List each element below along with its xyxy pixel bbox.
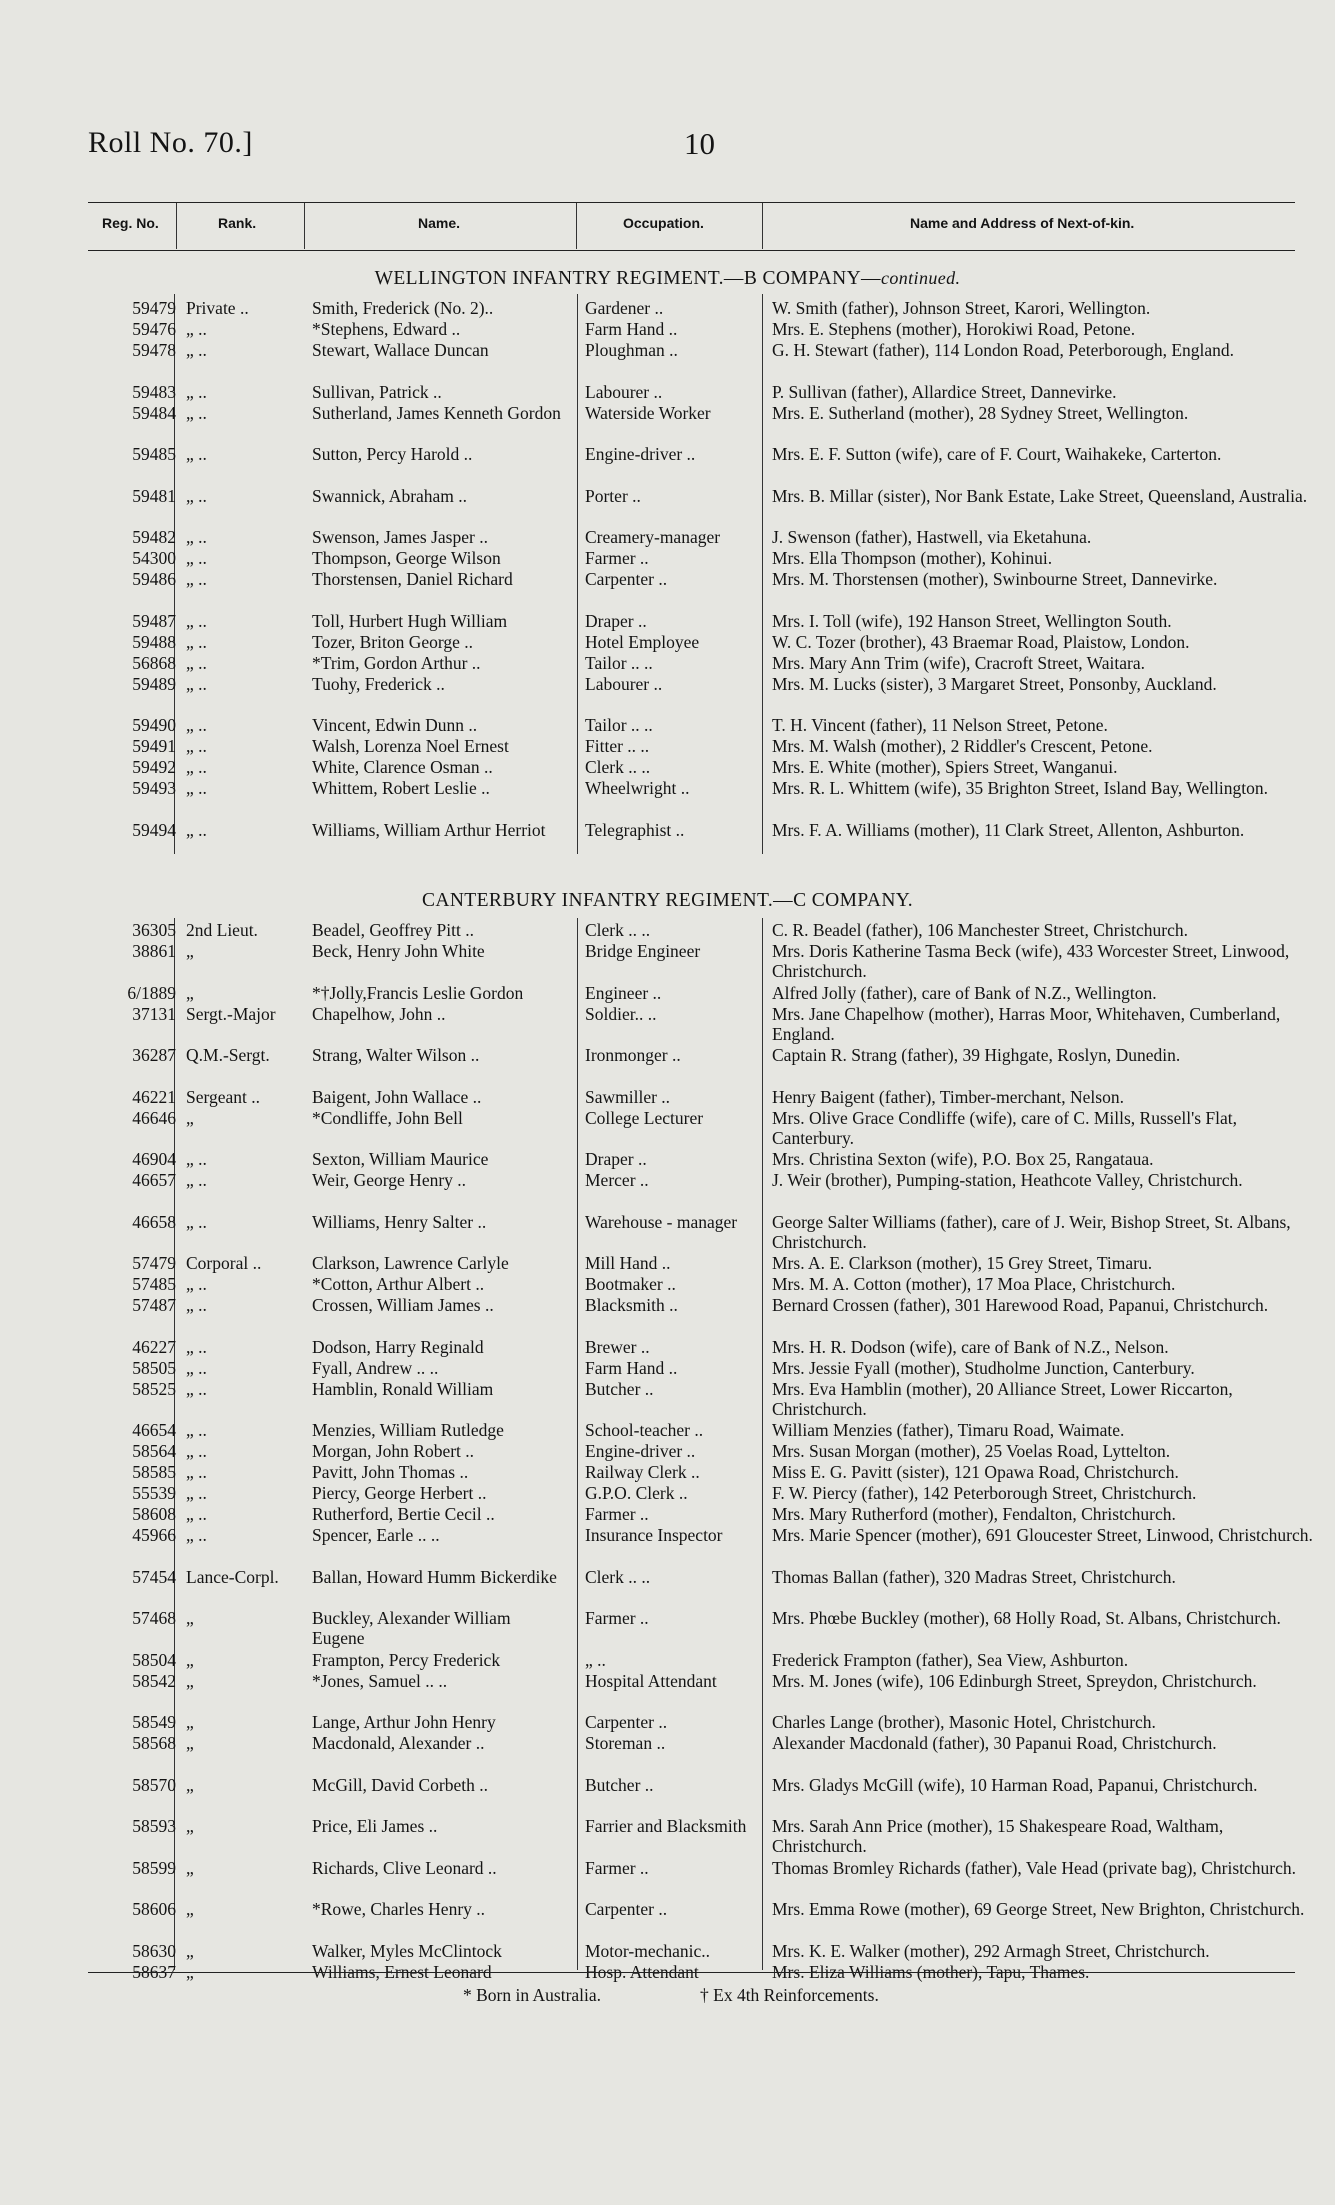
- soldier-name: Dodson, Harry Reginald: [312, 1336, 484, 1357]
- header-bottom-rule: [88, 250, 1295, 251]
- occupation: Hosp. Attendant: [585, 1961, 699, 1982]
- rank: 2nd Lieut.: [186, 920, 258, 940]
- occupation: Sawmiller ..: [585, 1086, 671, 1107]
- reg-number: 46904: [132, 1149, 176, 1169]
- soldier-name: Lange, Arthur John Henry: [312, 1712, 496, 1732]
- occupation: Engineer ..: [585, 982, 662, 1003]
- rank: „ ..: [186, 319, 207, 339]
- soldier-name: Walker, Myles McClintock: [312, 1940, 502, 1961]
- rank: „ ..: [186, 1525, 207, 1545]
- col-reg: Reg. No.: [102, 215, 159, 231]
- soldier-name: Stewart, Wallace Duncan: [312, 340, 489, 360]
- reg-number: 58542: [132, 1670, 176, 1691]
- next-of-kin: Mrs. K. E. Walker (mother), 292 Armagh Street, Christchurch.: [772, 1940, 1210, 1961]
- occupation: Butcher ..: [585, 1378, 654, 1399]
- next-of-kin: Captain R. Strang (father), 39 Highgate, Roslyn, Dunedin.: [772, 1045, 1181, 1065]
- occupation: Engine-driver ..: [585, 444, 696, 464]
- rank: „: [186, 941, 194, 961]
- occupation: Clerk .. ..: [585, 757, 651, 777]
- rank: Q.M.-Sergt.: [186, 1045, 270, 1065]
- soldier-name: Piercy, George Herbert ..: [312, 1483, 487, 1503]
- next-of-kin: Mrs. Eva Hamblin (mother), 20 Alliance Street, Lower Riccarton, Christchurch.: [772, 1378, 1233, 1419]
- next-of-kin: Mrs. M. Lucks (sister), 3 Margaret Street, Ponsonby, Auckland.: [772, 673, 1217, 694]
- soldier-name: Rutherford, Bertie Cecil ..: [312, 1504, 495, 1524]
- reg-number: 55539: [132, 1483, 176, 1503]
- soldier-name: Thompson, George Wilson: [312, 548, 501, 568]
- next-of-kin: Mrs. Jessie Fyall (mother), Studholme Junction, Canterbury.: [772, 1357, 1195, 1378]
- col-divider: [762, 918, 763, 1970]
- reg-number: 59494: [132, 819, 176, 840]
- soldier-name: McGill, David Corbeth ..: [312, 1774, 488, 1795]
- rank: „ ..: [186, 548, 207, 568]
- soldier-name: Tuohy, Frederick ..: [312, 673, 445, 694]
- next-of-kin: Thomas Ballan (father), 320 Madras Street, Christchurch.: [772, 1566, 1176, 1587]
- reg-number: 37131: [132, 1003, 176, 1024]
- soldier-name: Beadel, Geoffrey Pitt ..: [312, 920, 474, 940]
- reg-number: 59476: [132, 319, 176, 339]
- rank: „ ..: [186, 1504, 207, 1524]
- reg-number: 58525: [132, 1378, 176, 1399]
- reg-number: 46221: [132, 1086, 176, 1107]
- rank: „ ..: [186, 1441, 207, 1461]
- occupation: Warehouse - manager: [585, 1211, 738, 1232]
- reg-number: 59491: [132, 736, 176, 756]
- occupation: Tailor .. ..: [585, 715, 653, 735]
- rank: „ ..: [186, 778, 207, 798]
- reg-number: 59479: [132, 298, 176, 318]
- soldier-name: Sutherland, James Kenneth Gordon: [312, 402, 561, 423]
- next-of-kin: Mrs. E. Stephens (mother), Horokiwi Road, Petone.: [772, 319, 1136, 339]
- reg-number: 59485: [132, 444, 176, 464]
- next-of-kin: Henry Baigent (father), Timber-merchant, Nelson.: [772, 1086, 1124, 1107]
- next-of-kin: George Salter Williams (father), care of J. Weir, Bishop Street, St. Albans, Christchurch.: [772, 1211, 1291, 1252]
- next-of-kin: Mrs. Christina Sexton (wife), P.O. Box 25, Rangataua.: [772, 1149, 1154, 1169]
- soldier-name: Tozer, Briton George ..: [312, 631, 474, 652]
- soldier-name: Morgan, John Robert ..: [312, 1441, 475, 1461]
- occupation: Carpenter ..: [585, 569, 668, 589]
- rank: „: [186, 1816, 194, 1836]
- next-of-kin: Mrs. M. Walsh (mother), 2 Riddler's Crescent, Petone.: [772, 736, 1153, 756]
- rank: „: [186, 1107, 194, 1128]
- col-divider: [762, 203, 763, 249]
- occupation: Insurance Inspector: [585, 1525, 723, 1545]
- soldier-name: Toll, Hurbert Hugh William: [312, 610, 508, 631]
- column-headers: [88, 203, 1295, 249]
- col-divider: [304, 203, 305, 249]
- next-of-kin: Mrs. I. Toll (wife), 192 Hanson Street, Wellington South.: [772, 610, 1172, 631]
- next-of-kin: Mrs. E. White (mother), Spiers Street, Wanganui.: [772, 757, 1118, 777]
- occupation: Railway Clerk ..: [585, 1462, 700, 1482]
- reg-number: 58504: [132, 1649, 176, 1670]
- rank: „ ..: [186, 652, 207, 673]
- reg-number: 46658: [132, 1211, 176, 1232]
- col-divider: [176, 203, 177, 249]
- occupation: Labourer ..: [585, 381, 663, 402]
- occupation: Farrier and Blacksmith: [585, 1816, 747, 1836]
- next-of-kin: Mrs. E. Sutherland (mother), 28 Sydney Street, Wellington.: [772, 402, 1189, 423]
- footnote-reinforcements: † Ex 4th Reinforcements.: [700, 1985, 879, 2005]
- occupation: Blacksmith ..: [585, 1295, 678, 1315]
- reg-number: 57454: [132, 1566, 176, 1587]
- next-of-kin: P. Sullivan (father), Allardice Street, Dannevirke.: [772, 381, 1117, 402]
- reg-number: 58568: [132, 1733, 176, 1753]
- next-of-kin: Alexander Macdonald (father), 30 Papanui Road, Christchurch.: [772, 1733, 1217, 1753]
- reg-number: 58630: [132, 1940, 176, 1961]
- soldier-name: Fyall, Andrew .. ..: [312, 1357, 439, 1378]
- occupation: Hotel Employee: [585, 631, 700, 652]
- rank: „: [186, 1608, 194, 1628]
- page-number: 10: [684, 126, 715, 161]
- col-rank: Rank.: [218, 215, 257, 231]
- roll-number: Roll No. 70.]: [88, 126, 253, 159]
- soldier-name: Williams, William Arthur Herriot: [312, 819, 546, 840]
- reg-number: 45966: [132, 1525, 176, 1545]
- soldier-name: Strang, Walter Wilson ..: [312, 1045, 480, 1065]
- rank: „ ..: [186, 1357, 207, 1378]
- next-of-kin: G. H. Stewart (father), 114 London Road, Peterborough, England.: [772, 340, 1235, 360]
- footnote-born-australia: * Born in Australia.: [463, 1985, 602, 2005]
- occupation: Tailor .. ..: [585, 652, 653, 673]
- next-of-kin: Mrs. M. Jones (wife), 106 Edinburgh Street, Spreydon, Christchurch.: [772, 1670, 1257, 1691]
- reg-number: 58606: [132, 1899, 176, 1919]
- occupation: Clerk .. ..: [585, 920, 651, 940]
- occupation: Carpenter ..: [585, 1899, 668, 1919]
- reg-number: 58585: [132, 1462, 176, 1482]
- rank: „ ..: [186, 757, 207, 777]
- col-divider: [577, 918, 578, 1970]
- rank: „ ..: [186, 1295, 207, 1315]
- rank: „ ..: [186, 1483, 207, 1503]
- rank: „: [186, 1649, 194, 1670]
- next-of-kin: Mrs. F. A. Williams (mother), 11 Clark Street, Allenton, Ashburton.: [772, 819, 1245, 840]
- soldier-name: *†Jolly,Francis Leslie Gordon: [312, 982, 524, 1003]
- occupation: Clerk .. ..: [585, 1566, 651, 1587]
- rank: „ ..: [186, 444, 207, 464]
- occupation: Engine-driver ..: [585, 1441, 696, 1461]
- soldier-name: Beck, Henry John White: [312, 941, 485, 961]
- occupation: Butcher ..: [585, 1774, 654, 1795]
- rank: „ ..: [186, 736, 207, 756]
- rank: „ ..: [186, 1462, 207, 1482]
- next-of-kin: Mrs. M. A. Cotton (mother), 17 Moa Place, Christchurch.: [772, 1274, 1176, 1294]
- soldier-name: Macdonald, Alexander ..: [312, 1733, 485, 1753]
- col-divider: [577, 294, 578, 854]
- rank: „: [186, 1774, 194, 1795]
- reg-number: 57468: [132, 1608, 176, 1628]
- rank: „ ..: [186, 381, 207, 402]
- next-of-kin: Mrs. Gladys McGill (wife), 10 Harman Road, Papanui, Christchurch.: [772, 1774, 1258, 1795]
- occupation: Wheelwright ..: [585, 778, 690, 798]
- next-of-kin: Mrs. Mary Rutherford (mother), Fendalton, Christchurch.: [772, 1504, 1176, 1524]
- rank: Corporal ..: [186, 1253, 262, 1273]
- occupation: G.P.O. Clerk ..: [585, 1483, 688, 1503]
- next-of-kin: Mrs. Susan Morgan (mother), 25 Voelas Road, Lyttelton.: [772, 1441, 1171, 1461]
- occupation: Carpenter ..: [585, 1712, 668, 1732]
- soldier-name: *Rowe, Charles Henry ..: [312, 1899, 486, 1919]
- next-of-kin: Charles Lange (brother), Masonic Hotel, Christchurch.: [772, 1712, 1156, 1732]
- rank: „: [186, 1899, 194, 1919]
- reg-number: 59486: [132, 569, 176, 589]
- reg-number: 57485: [132, 1274, 176, 1294]
- occupation: Mercer ..: [585, 1170, 649, 1190]
- soldier-name: Sutton, Percy Harold ..: [312, 444, 473, 464]
- next-of-kin: Mrs. M. Thorstensen (mother), Swinbourne Street, Dannevirke.: [772, 569, 1218, 589]
- reg-number: 59489: [132, 673, 176, 694]
- occupation: Porter ..: [585, 485, 641, 506]
- soldier-name: Crossen, William James ..: [312, 1295, 494, 1315]
- rank: „: [186, 1961, 194, 1982]
- soldier-name: *Trim, Gordon Arthur ..: [312, 652, 481, 673]
- next-of-kin: Mrs. Sarah Ann Price (mother), 15 Shakespeare Road, Waltham, Christchurch.: [772, 1816, 1224, 1856]
- col-name: Name.: [418, 215, 461, 231]
- soldier-name: Baigent, John Wallace ..: [312, 1086, 482, 1107]
- soldier-name: Hamblin, Ronald William: [312, 1378, 494, 1399]
- next-of-kin: Mrs. Emma Rowe (mother), 69 George Street, New Brighton, Christchurch.: [772, 1899, 1305, 1919]
- reg-number: 36287: [132, 1045, 176, 1065]
- rank: „: [186, 1733, 194, 1753]
- soldier-name: Sexton, William Maurice: [312, 1149, 489, 1169]
- soldier-name: Spencer, Earle .. ..: [312, 1525, 440, 1545]
- soldier-name: *Condliffe, John Bell: [312, 1107, 463, 1128]
- soldier-name: Clarkson, Lawrence Carlyle: [312, 1253, 509, 1273]
- next-of-kin: Mrs. B. Millar (sister), Nor Bank Estate, Lake Street, Queensland, Australia.: [772, 485, 1308, 506]
- rank: „ ..: [186, 569, 207, 589]
- soldier-name: *Stephens, Edward ..: [312, 319, 461, 339]
- rank: Sergt.-Major: [186, 1003, 276, 1024]
- reg-number: 38861: [132, 941, 176, 961]
- rank: „: [186, 982, 194, 1003]
- rank: „ ..: [186, 1420, 207, 1440]
- occupation: Farm Hand ..: [585, 319, 678, 339]
- rank: „ ..: [186, 1170, 207, 1190]
- next-of-kin: W. C. Tozer (brother), 43 Braemar Road, Plaistow, London.: [772, 631, 1190, 652]
- next-of-kin: Mrs. Doris Katherine Tasma Beck (wife), 433 Worcester Street, Linwood, Christchurch.: [772, 941, 1290, 981]
- section-heading-canterbury: CANTERBURY INFANTRY REGIMENT.—C COMPANY.: [421, 890, 914, 911]
- occupation: Telegraphist ..: [585, 819, 685, 840]
- soldier-name: Vincent, Edwin Dunn ..: [312, 715, 478, 735]
- rank: Private ..: [186, 298, 249, 318]
- occupation: Waterside Worker: [585, 402, 711, 423]
- soldier-name: Swannick, Abraham ..: [312, 485, 468, 506]
- occupation: Gardener ..: [585, 298, 664, 318]
- occupation: Draper ..: [585, 610, 647, 631]
- reg-number: 36305: [132, 920, 176, 940]
- soldier-name: Thorstensen, Daniel Richard: [312, 569, 513, 589]
- next-of-kin: T. H. Vincent (father), 11 Nelson Street, Petone.: [772, 715, 1108, 735]
- next-of-kin: William Menzies (father), Timaru Road, Waimate.: [772, 1420, 1125, 1440]
- reg-number: 57487: [132, 1295, 176, 1315]
- next-of-kin: Mrs. H. R. Dodson (wife), care of Bank of N.Z., Nelson.: [772, 1336, 1169, 1357]
- reg-number: 46227: [132, 1336, 176, 1357]
- col-kin: Name and Address of Next-of-kin.: [910, 215, 1135, 231]
- occupation: Farmer ..: [585, 548, 649, 568]
- occupation: Farmer ..: [585, 1608, 649, 1628]
- rank: „ ..: [186, 1336, 207, 1357]
- next-of-kin: Mrs. Olive Grace Condliffe (wife), care of C. Mills, Russell's Flat, Canterbury.: [772, 1107, 1238, 1148]
- rank: „ ..: [186, 340, 207, 360]
- reg-number: 59478: [132, 340, 176, 360]
- soldier-name: Walsh, Lorenza Noel Ernest: [312, 736, 509, 756]
- occupation: Draper ..: [585, 1149, 647, 1169]
- rank: „ ..: [186, 485, 207, 506]
- next-of-kin: Mrs. A. E. Clarkson (mother), 15 Grey Street, Timaru.: [772, 1253, 1153, 1273]
- next-of-kin: Mrs. Phœbe Buckley (mother), 68 Holly Road, St. Albans, Christchurch.: [772, 1608, 1281, 1628]
- occupation: Farmer ..: [585, 1857, 649, 1878]
- col-divider: [576, 203, 577, 249]
- reg-number: 58599: [132, 1857, 176, 1878]
- soldier-name: Buckley, Alexander William Eugene: [312, 1608, 511, 1648]
- next-of-kin: F. W. Piercy (father), 142 Peterborough Street, Christchurch.: [772, 1483, 1197, 1503]
- soldier-name: *Cotton, Arthur Albert ..: [312, 1274, 485, 1294]
- soldier-name: Chapelhow, John ..: [312, 1003, 446, 1024]
- next-of-kin: Alfred Jolly (father), care of Bank of N.Z., Wellington.: [772, 982, 1157, 1003]
- rank: „ ..: [186, 631, 207, 652]
- rank: Sergeant ..: [186, 1086, 261, 1107]
- soldier-name: Richards, Clive Leonard ..: [312, 1857, 497, 1878]
- reg-number: 56868: [132, 652, 176, 673]
- next-of-kin: W. Smith (father), Johnson Street, Karori, Wellington.: [772, 298, 1151, 318]
- occupation: School-teacher ..: [585, 1420, 704, 1440]
- col-occupation: Occupation.: [623, 215, 704, 231]
- next-of-kin: J. Swenson (father), Hastwell, via Eketahuna.: [772, 527, 1092, 547]
- occupation: Farm Hand ..: [585, 1357, 678, 1378]
- rank: „ ..: [186, 1274, 207, 1294]
- rank: „: [186, 1670, 194, 1691]
- next-of-kin: J. Weir (brother), Pumping-station, Heathcote Valley, Christchurch.: [772, 1170, 1243, 1190]
- reg-number: 59482: [132, 527, 176, 547]
- reg-number: 59484: [132, 402, 176, 423]
- next-of-kin: Mrs. Jane Chapelhow (mother), Harras Moor, Whitehaven, Cumberland, England.: [772, 1003, 1281, 1044]
- rank: „ ..: [186, 402, 207, 423]
- reg-number: 54300: [132, 548, 176, 568]
- reg-number: 59493: [132, 778, 176, 798]
- reg-number: 57479: [132, 1253, 176, 1273]
- next-of-kin: Thomas Bromley Richards (father), Vale Head (private bag), Christchurch.: [772, 1857, 1297, 1878]
- reg-number: 58505: [132, 1357, 176, 1378]
- next-of-kin: Mrs. Mary Ann Trim (wife), Cracroft Street, Waitara.: [772, 652, 1145, 673]
- next-of-kin: Mrs. Ella Thompson (mother), Kohinui.: [772, 548, 1053, 568]
- occupation: Soldier.. ..: [585, 1003, 657, 1024]
- next-of-kin: Mrs. Marie Spencer (mother), 691 Gloucester Street, Linwood, Christchurch.: [772, 1525, 1313, 1545]
- soldier-name: Smith, Frederick (No. 2)..: [312, 298, 494, 318]
- rank: „ ..: [186, 1378, 207, 1399]
- occupation: Bootmaker ..: [585, 1274, 676, 1294]
- reg-number: 59490: [132, 715, 176, 735]
- soldier-name: Weir, George Henry ..: [312, 1170, 467, 1190]
- soldier-name: Swenson, James Jasper ..: [312, 527, 488, 547]
- reg-number: 46654: [132, 1420, 176, 1440]
- occupation: Storeman ..: [585, 1733, 666, 1753]
- reg-number: 59488: [132, 631, 176, 652]
- next-of-kin: C. R. Beadel (father), 106 Manchester Street, Christchurch.: [772, 920, 1188, 940]
- next-of-kin: Mrs. Eliza Williams (mother), Tapu, Thames.: [772, 1961, 1090, 1982]
- soldier-name: Menzies, William Rutledge: [312, 1420, 504, 1440]
- col-divider: [762, 294, 763, 854]
- rank: „ ..: [186, 1211, 207, 1232]
- next-of-kin: Miss E. G. Pavitt (sister), 121 Opawa Road, Christchurch.: [772, 1462, 1179, 1482]
- soldier-name: Frampton, Percy Frederick: [312, 1649, 501, 1670]
- soldier-name: Pavitt, John Thomas ..: [312, 1462, 469, 1482]
- rank: „: [186, 1940, 194, 1961]
- rank: „ ..: [186, 1149, 207, 1169]
- soldier-name: Price, Eli James ..: [312, 1816, 438, 1836]
- occupation: Brewer ..: [585, 1336, 650, 1357]
- rank: „ ..: [186, 819, 207, 840]
- soldier-name: White, Clarence Osman ..: [312, 757, 493, 777]
- next-of-kin: Mrs. R. L. Whittem (wife), 35 Brighton Street, Island Bay, Wellington.: [772, 778, 1268, 798]
- reg-number: 6/1889: [127, 982, 176, 1003]
- reg-number: 58637: [132, 1961, 176, 1982]
- next-of-kin: Frederick Frampton (father), Sea View, Ashburton.: [772, 1649, 1129, 1670]
- soldier-name: *Jones, Samuel .. ..: [312, 1670, 448, 1691]
- occupation: Hospital Attendant: [585, 1670, 717, 1691]
- rank: „: [186, 1712, 194, 1732]
- occupation: Fitter .. ..: [585, 736, 650, 756]
- reg-number: 59483: [132, 381, 176, 402]
- footer-rule: [88, 1972, 1295, 1973]
- occupation: Bridge Engineer: [585, 941, 701, 961]
- occupation: Farmer ..: [585, 1504, 649, 1524]
- occupation: Ironmonger ..: [585, 1045, 681, 1065]
- rank: „ ..: [186, 715, 207, 735]
- occupation: Labourer ..: [585, 673, 663, 694]
- reg-number: 59487: [132, 610, 176, 631]
- reg-number: 58593: [132, 1816, 176, 1836]
- occupation: College Lecturer: [585, 1107, 704, 1128]
- occupation: Motor-mechanic..: [585, 1940, 711, 1961]
- soldier-name: Sullivan, Patrick ..: [312, 381, 442, 402]
- next-of-kin: Mrs. E. F. Sutton (wife), care of F. Court, Waihakeke, Carterton.: [772, 444, 1222, 464]
- rank: „: [186, 1857, 194, 1878]
- rank: „ ..: [186, 527, 207, 547]
- occupation: Creamery-manager: [585, 527, 721, 547]
- rank: „ ..: [186, 673, 207, 694]
- reg-number: 58549: [132, 1712, 176, 1732]
- soldier-name: Williams, Henry Salter ..: [312, 1211, 487, 1232]
- occupation: „ ..: [585, 1649, 606, 1670]
- next-of-kin: Bernard Crossen (father), 301 Harewood Road, Papanui, Christchurch.: [772, 1295, 1269, 1315]
- soldier-name: Williams, Ernest Leonard: [312, 1961, 492, 1982]
- reg-number: 58564: [132, 1441, 176, 1461]
- reg-number: 58570: [132, 1774, 176, 1795]
- section-heading-wellington: WELLINGTON INFANTRY REGIMENT.—B COMPANY—continued.: [374, 268, 961, 289]
- occupation: Ploughman ..: [585, 340, 678, 360]
- occupation: Mill Hand ..: [585, 1253, 671, 1273]
- soldier-name: Ballan, Howard Humm Bickerdike: [312, 1566, 557, 1587]
- rank: Lance-Corpl.: [186, 1566, 279, 1587]
- reg-number: 58608: [132, 1504, 176, 1524]
- reg-number: 46646: [132, 1107, 176, 1128]
- reg-number: 59492: [132, 757, 176, 777]
- soldier-name: Whittem, Robert Leslie ..: [312, 778, 490, 798]
- reg-number: 59481: [132, 485, 176, 506]
- reg-number: 46657: [132, 1170, 176, 1190]
- rank: „ ..: [186, 610, 207, 631]
